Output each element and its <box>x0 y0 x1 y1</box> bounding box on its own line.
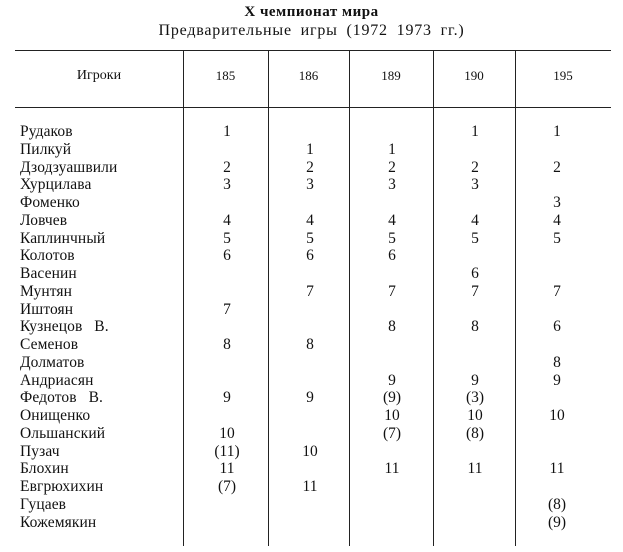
player-name: Иштоян <box>20 300 74 318</box>
player-name: Андриасян <box>20 371 94 389</box>
player-name: Пузач <box>20 442 60 460</box>
column-divider <box>183 50 184 546</box>
table-cell: 7 <box>306 282 314 300</box>
header-column: 190 <box>464 68 484 83</box>
header-column: 189 <box>381 68 401 83</box>
table-cell: 11 <box>384 460 400 478</box>
player-name: Долматов <box>20 353 85 371</box>
table-cell: 6 <box>388 247 396 265</box>
table-cell: 1 <box>553 123 561 140</box>
table-cell: 2 <box>471 158 479 176</box>
table-cell: (9) <box>547 513 567 531</box>
table-cell: 1 <box>388 140 396 158</box>
table-cell: 4 <box>306 211 314 229</box>
table-cell: 9 <box>223 389 231 407</box>
player-name: Кузнецов В. <box>20 318 109 336</box>
player-name: Ольшанский <box>20 424 106 442</box>
table-cell: 1 <box>223 123 231 140</box>
table-cell: 3 <box>306 176 314 194</box>
table-cell: (7) <box>382 424 402 442</box>
table-cell: 5 <box>553 229 561 247</box>
player-name: Ловчев <box>20 211 68 229</box>
table-cell: 2 <box>306 158 314 176</box>
table-cell: 5 <box>471 229 479 247</box>
player-name: Мунтян <box>20 282 73 300</box>
table-cell: 9 <box>471 371 479 389</box>
table-cell: 9 <box>388 371 396 389</box>
table-cell: (9) <box>382 389 402 407</box>
table-cell: 3 <box>553 194 561 211</box>
table-cell: 6 <box>471 265 479 282</box>
table-header-rule <box>15 107 611 108</box>
table-cell: 10 <box>467 407 483 424</box>
player-name: Семенов <box>20 336 79 353</box>
table-cell: 10 <box>384 407 400 424</box>
column-divider <box>433 50 434 546</box>
player-name: Гуцаев <box>20 495 67 513</box>
table-cell: (8) <box>547 495 567 513</box>
player-name: Колотов <box>20 247 75 265</box>
table-cell: 7 <box>471 282 479 300</box>
table-cell: 2 <box>223 158 231 176</box>
player-name: Евгрюхихин <box>20 478 104 495</box>
table-cell: 8 <box>223 336 231 353</box>
table-cell: 8 <box>306 336 314 353</box>
table-cell: 4 <box>388 211 396 229</box>
header-players: Игроки <box>76 68 122 83</box>
header-column: 185 <box>215 68 236 83</box>
table-cell: 2 <box>388 158 396 176</box>
table-cell: 6 <box>223 247 231 265</box>
table-cell: 11 <box>467 460 483 478</box>
player-name: Федотов В. <box>20 389 104 407</box>
table-top-rule <box>15 50 611 51</box>
player-name: Онищенко <box>20 407 91 424</box>
player-name: Хурцилава <box>20 176 92 194</box>
table-cell: 7 <box>553 282 561 300</box>
table-cell: (8) <box>465 424 485 442</box>
table-cell: 3 <box>223 176 231 194</box>
table-cell: 9 <box>553 371 561 389</box>
table-cell: 6 <box>306 247 314 265</box>
table-cell: 8 <box>471 318 479 336</box>
table-cell: 5 <box>388 229 396 247</box>
table-cell: 1 <box>306 140 314 158</box>
table-cell: 11 <box>219 460 235 478</box>
table-cell: 5 <box>306 229 314 247</box>
table-cell: 3 <box>388 176 396 194</box>
column-divider <box>268 50 269 546</box>
table-cell: 5 <box>223 229 231 247</box>
player-name: Васенин <box>20 265 77 282</box>
table-cell: 9 <box>306 389 314 407</box>
table-cell: 10 <box>302 442 318 460</box>
table-cell: (3) <box>465 389 485 407</box>
player-name: Кожемякин <box>20 513 97 531</box>
header-column: 195 <box>553 68 573 83</box>
table-cell: 6 <box>553 318 561 336</box>
table-cell: 4 <box>553 211 561 229</box>
table-cell: 8 <box>553 353 561 371</box>
table-cell: 7 <box>388 282 396 300</box>
table-cell: 7 <box>223 300 231 318</box>
column-divider <box>515 50 516 546</box>
page-subtitle: Предварительные игры (1972 1973 гг.) <box>158 22 465 39</box>
table-cell: 8 <box>388 318 396 336</box>
player-name: Пилкуй <box>20 140 72 158</box>
header-column: 186 <box>298 68 319 83</box>
table-cell: 10 <box>219 424 235 442</box>
page-title: X чемпионат мира <box>244 4 379 20</box>
table-cell: 11 <box>549 460 565 478</box>
table-cell: (11) <box>214 442 240 460</box>
player-name: Рудаков <box>20 123 73 140</box>
table-cell: 3 <box>471 176 479 194</box>
player-name: Блохин <box>20 460 69 478</box>
player-name: Каплинчный <box>20 229 106 247</box>
table-cell: 2 <box>553 158 561 176</box>
table-cell: 4 <box>223 211 231 229</box>
player-name: Дзодзуашвили <box>20 158 118 176</box>
table-cell: 10 <box>549 407 565 424</box>
player-name: Фоменко <box>20 194 80 211</box>
table-cell: 11 <box>302 478 318 495</box>
table-cell: 1 <box>471 123 479 140</box>
table-cell: 4 <box>471 211 479 229</box>
column-divider <box>349 50 350 546</box>
table-cell: (7) <box>217 478 237 495</box>
